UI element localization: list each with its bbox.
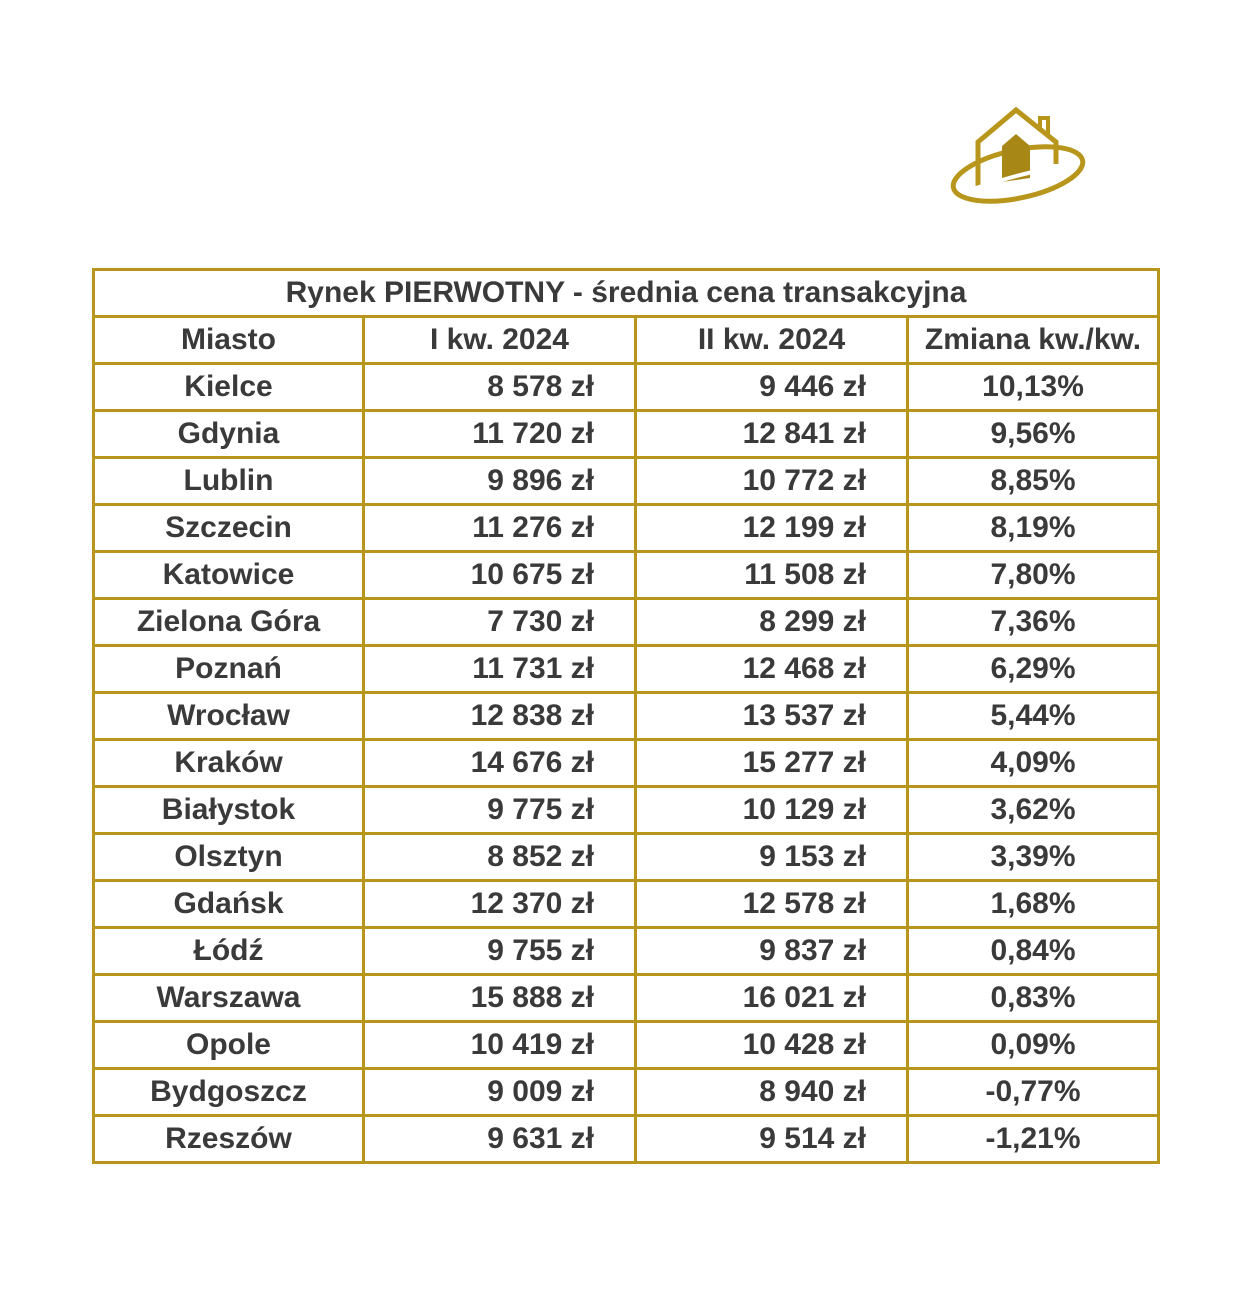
cell-q2-price: 12 578 zł <box>636 881 908 928</box>
cell-city: Wrocław <box>94 693 364 740</box>
cell-city: Poznań <box>94 646 364 693</box>
cell-change: 3,39% <box>908 834 1159 881</box>
cell-q1-price: 10 419 zł <box>364 1022 636 1069</box>
table-header-row <box>94 317 1159 364</box>
cell-q1-price: 11 720 zł <box>364 411 636 458</box>
cell-city: Kielce <box>94 364 364 411</box>
cell-q2-price: 10 428 zł <box>636 1022 908 1069</box>
cell-q1-price: 7 730 zł <box>364 599 636 646</box>
table-row <box>94 599 1159 646</box>
header-q1-2024: I kw. 2024 <box>364 317 636 364</box>
cell-city: Rzeszów <box>94 1116 364 1163</box>
table-row <box>94 646 1159 693</box>
cell-q1-price: 8 852 zł <box>364 834 636 881</box>
cell-q1-price: 8 578 zł <box>364 364 636 411</box>
table-title-row <box>94 270 1159 317</box>
table-title: Rynek PIERWOTNY - średnia cena transakcyjna <box>94 270 1159 317</box>
cell-q2-price: 13 537 zł <box>636 693 908 740</box>
cell-q2-price: 12 841 zł <box>636 411 908 458</box>
table-row <box>94 834 1159 881</box>
cell-city: Olsztyn <box>94 834 364 881</box>
cell-q2-price: 15 277 zł <box>636 740 908 787</box>
cell-q2-price: 9 514 zł <box>636 1116 908 1163</box>
cell-change: 4,09% <box>908 740 1159 787</box>
cell-city: Gdynia <box>94 411 364 458</box>
table-row <box>94 740 1159 787</box>
table-row <box>94 505 1159 552</box>
cell-change: 0,84% <box>908 928 1159 975</box>
table-row <box>94 787 1159 834</box>
cell-q1-price: 9 896 zł <box>364 458 636 505</box>
cell-change: 1,68% <box>908 881 1159 928</box>
cell-q2-price: 16 021 zł <box>636 975 908 1022</box>
cell-change: 8,19% <box>908 505 1159 552</box>
cell-city: Lublin <box>94 458 364 505</box>
cell-city: Białystok <box>94 787 364 834</box>
cell-city: Kraków <box>94 740 364 787</box>
table-row <box>94 458 1159 505</box>
cell-q1-price: 9 775 zł <box>364 787 636 834</box>
cell-city: Zielona Góra <box>94 599 364 646</box>
house-orbit-logo-icon <box>948 104 1088 204</box>
cell-q2-price: 11 508 zł <box>636 552 908 599</box>
cell-city: Katowice <box>94 552 364 599</box>
cell-q1-price: 15 888 zł <box>364 975 636 1022</box>
cell-q1-price: 9 631 zł <box>364 1116 636 1163</box>
table-row <box>94 411 1159 458</box>
cell-change: 0,09% <box>908 1022 1159 1069</box>
cell-q2-price: 9 837 zł <box>636 928 908 975</box>
cell-q2-price: 8 299 zł <box>636 599 908 646</box>
table-row <box>94 975 1159 1022</box>
table-row <box>94 364 1159 411</box>
cell-change: 10,13% <box>908 364 1159 411</box>
cell-city: Bydgoszcz <box>94 1069 364 1116</box>
cell-change: -1,21% <box>908 1116 1159 1163</box>
table-row <box>94 928 1159 975</box>
cell-q2-price: 10 129 zł <box>636 787 908 834</box>
cell-city: Gdańsk <box>94 881 364 928</box>
cell-q1-price: 12 370 zł <box>364 881 636 928</box>
cell-q1-price: 9 755 zł <box>364 928 636 975</box>
cell-change: 3,62% <box>908 787 1159 834</box>
header-q2-2024: II kw. 2024 <box>636 317 908 364</box>
cell-q1-price: 12 838 zł <box>364 693 636 740</box>
cell-q1-price: 11 276 zł <box>364 505 636 552</box>
cell-change: 5,44% <box>908 693 1159 740</box>
cell-q1-price: 11 731 zł <box>364 646 636 693</box>
table-row <box>94 1116 1159 1163</box>
cell-q2-price: 9 446 zł <box>636 364 908 411</box>
price-table <box>92 268 1160 1164</box>
cell-city: Łódź <box>94 928 364 975</box>
cell-city: Warszawa <box>94 975 364 1022</box>
cell-q1-price: 10 675 zł <box>364 552 636 599</box>
table-row <box>94 1069 1159 1116</box>
cell-change: 6,29% <box>908 646 1159 693</box>
cell-q2-price: 10 772 zł <box>636 458 908 505</box>
cell-change: 9,56% <box>908 411 1159 458</box>
cell-q2-price: 12 468 zł <box>636 646 908 693</box>
cell-q2-price: 9 153 zł <box>636 834 908 881</box>
cell-q1-price: 9 009 zł <box>364 1069 636 1116</box>
cell-q2-price: 8 940 zł <box>636 1069 908 1116</box>
header-change: Zmiana kw./kw. <box>908 317 1159 364</box>
table-row <box>94 693 1159 740</box>
cell-change: 0,83% <box>908 975 1159 1022</box>
cell-change: -0,77% <box>908 1069 1159 1116</box>
header-city: Miasto <box>94 317 364 364</box>
cell-change: 8,85% <box>908 458 1159 505</box>
cell-q1-price: 14 676 zł <box>364 740 636 787</box>
table-row <box>94 552 1159 599</box>
table-row <box>94 881 1159 928</box>
cell-change: 7,36% <box>908 599 1159 646</box>
cell-city: Opole <box>94 1022 364 1069</box>
table-row <box>94 1022 1159 1069</box>
cell-q2-price: 12 199 zł <box>636 505 908 552</box>
cell-city: Szczecin <box>94 505 364 552</box>
cell-change: 7,80% <box>908 552 1159 599</box>
